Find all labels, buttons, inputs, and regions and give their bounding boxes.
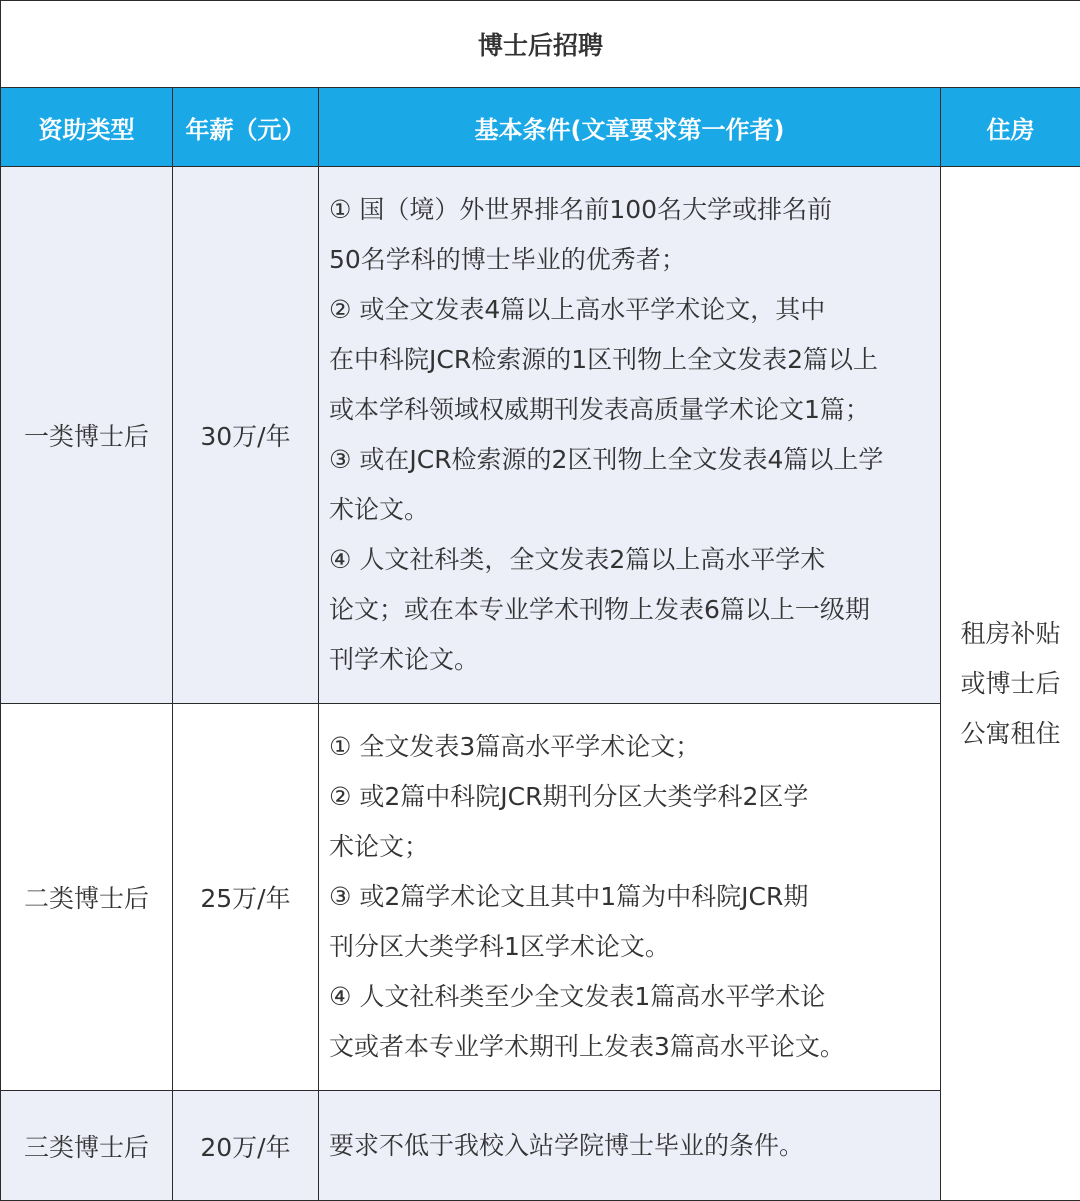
condition-line: ④ 人文社科类，全文发表2篇以上高水平学术 (329, 535, 932, 585)
condition-line: ③ 或在JCR检索源的2区刊物上全文发表4篇以上学 (329, 435, 932, 485)
condition-line: ② 或全文发表4篇以上高水平学术论文，其中 (329, 285, 932, 335)
table-row (1, 167, 1080, 704)
row-salary-cell: 20万/年 (173, 1091, 319, 1201)
condition-line: 论文；或在本专业学术刊物上发表6篇以上一级期 (329, 585, 932, 635)
row-conditions-cell (319, 704, 941, 1091)
condition-line: 在中科院JCR检索源的1区刊物上全文发表2篇以上 (329, 335, 932, 385)
housing-cell (941, 167, 1080, 1201)
condition-line: 文或者本专业学术期刊上发表3篇高水平论文。 (329, 1022, 932, 1072)
condition-line: ① 国（境）外世界排名前100名大学或排名前 (329, 185, 932, 235)
condition-line: 要求不低于我校入站学院博士毕业的条件。 (329, 1121, 932, 1171)
condition-line: ③ 或2篇学术论文且其中1篇为中科院JCR期 (329, 872, 932, 922)
condition-line: 50名学科的博士毕业的优秀者； (329, 235, 932, 285)
row-conditions-cell (319, 1091, 941, 1201)
table-row (1, 704, 1080, 1091)
housing-line: 或博士后 (941, 659, 1080, 709)
condition-line: 术论文。 (329, 485, 932, 535)
row-salary-cell: 30万/年 (173, 167, 319, 704)
row-conditions-cell (319, 167, 941, 704)
row-type-cell: 二类博士后 (1, 704, 173, 1091)
condition-line: 或本学科领域权威期刊发表高质量学术论文1篇； (329, 385, 932, 435)
housing-line: 租房补贴 (941, 609, 1080, 659)
condition-line: ① 全文发表3篇高水平学术论文； (329, 722, 932, 772)
table-row (1, 1091, 1080, 1201)
condition-line: 刊学术论文。 (329, 635, 932, 685)
row-type-cell: 一类博士后 (1, 167, 173, 704)
row-type-cell: 三类博士后 (1, 1091, 173, 1201)
header-type: 资助类型 (1, 88, 173, 167)
title-row (1, 1, 1080, 88)
condition-line: ② 或2篇中科院JCR期刊分区大类学科2区学 (329, 772, 932, 822)
housing-line: 公寓租住 (941, 709, 1080, 759)
table-title: 博士后招聘 (1, 1, 1080, 88)
row-salary-cell: 25万/年 (173, 704, 319, 1091)
header-conditions: 基本条件(文章要求第一作者) (319, 88, 941, 167)
condition-line: 术论文； (329, 822, 932, 872)
header-row (1, 88, 1080, 167)
condition-line: 刊分区大类学科1区学术论文。 (329, 922, 932, 972)
condition-line: ④ 人文社科类至少全文发表1篇高水平学术论 (329, 972, 932, 1022)
header-housing: 住房 (941, 88, 1080, 167)
header-salary: 年薪（元） (173, 88, 319, 167)
